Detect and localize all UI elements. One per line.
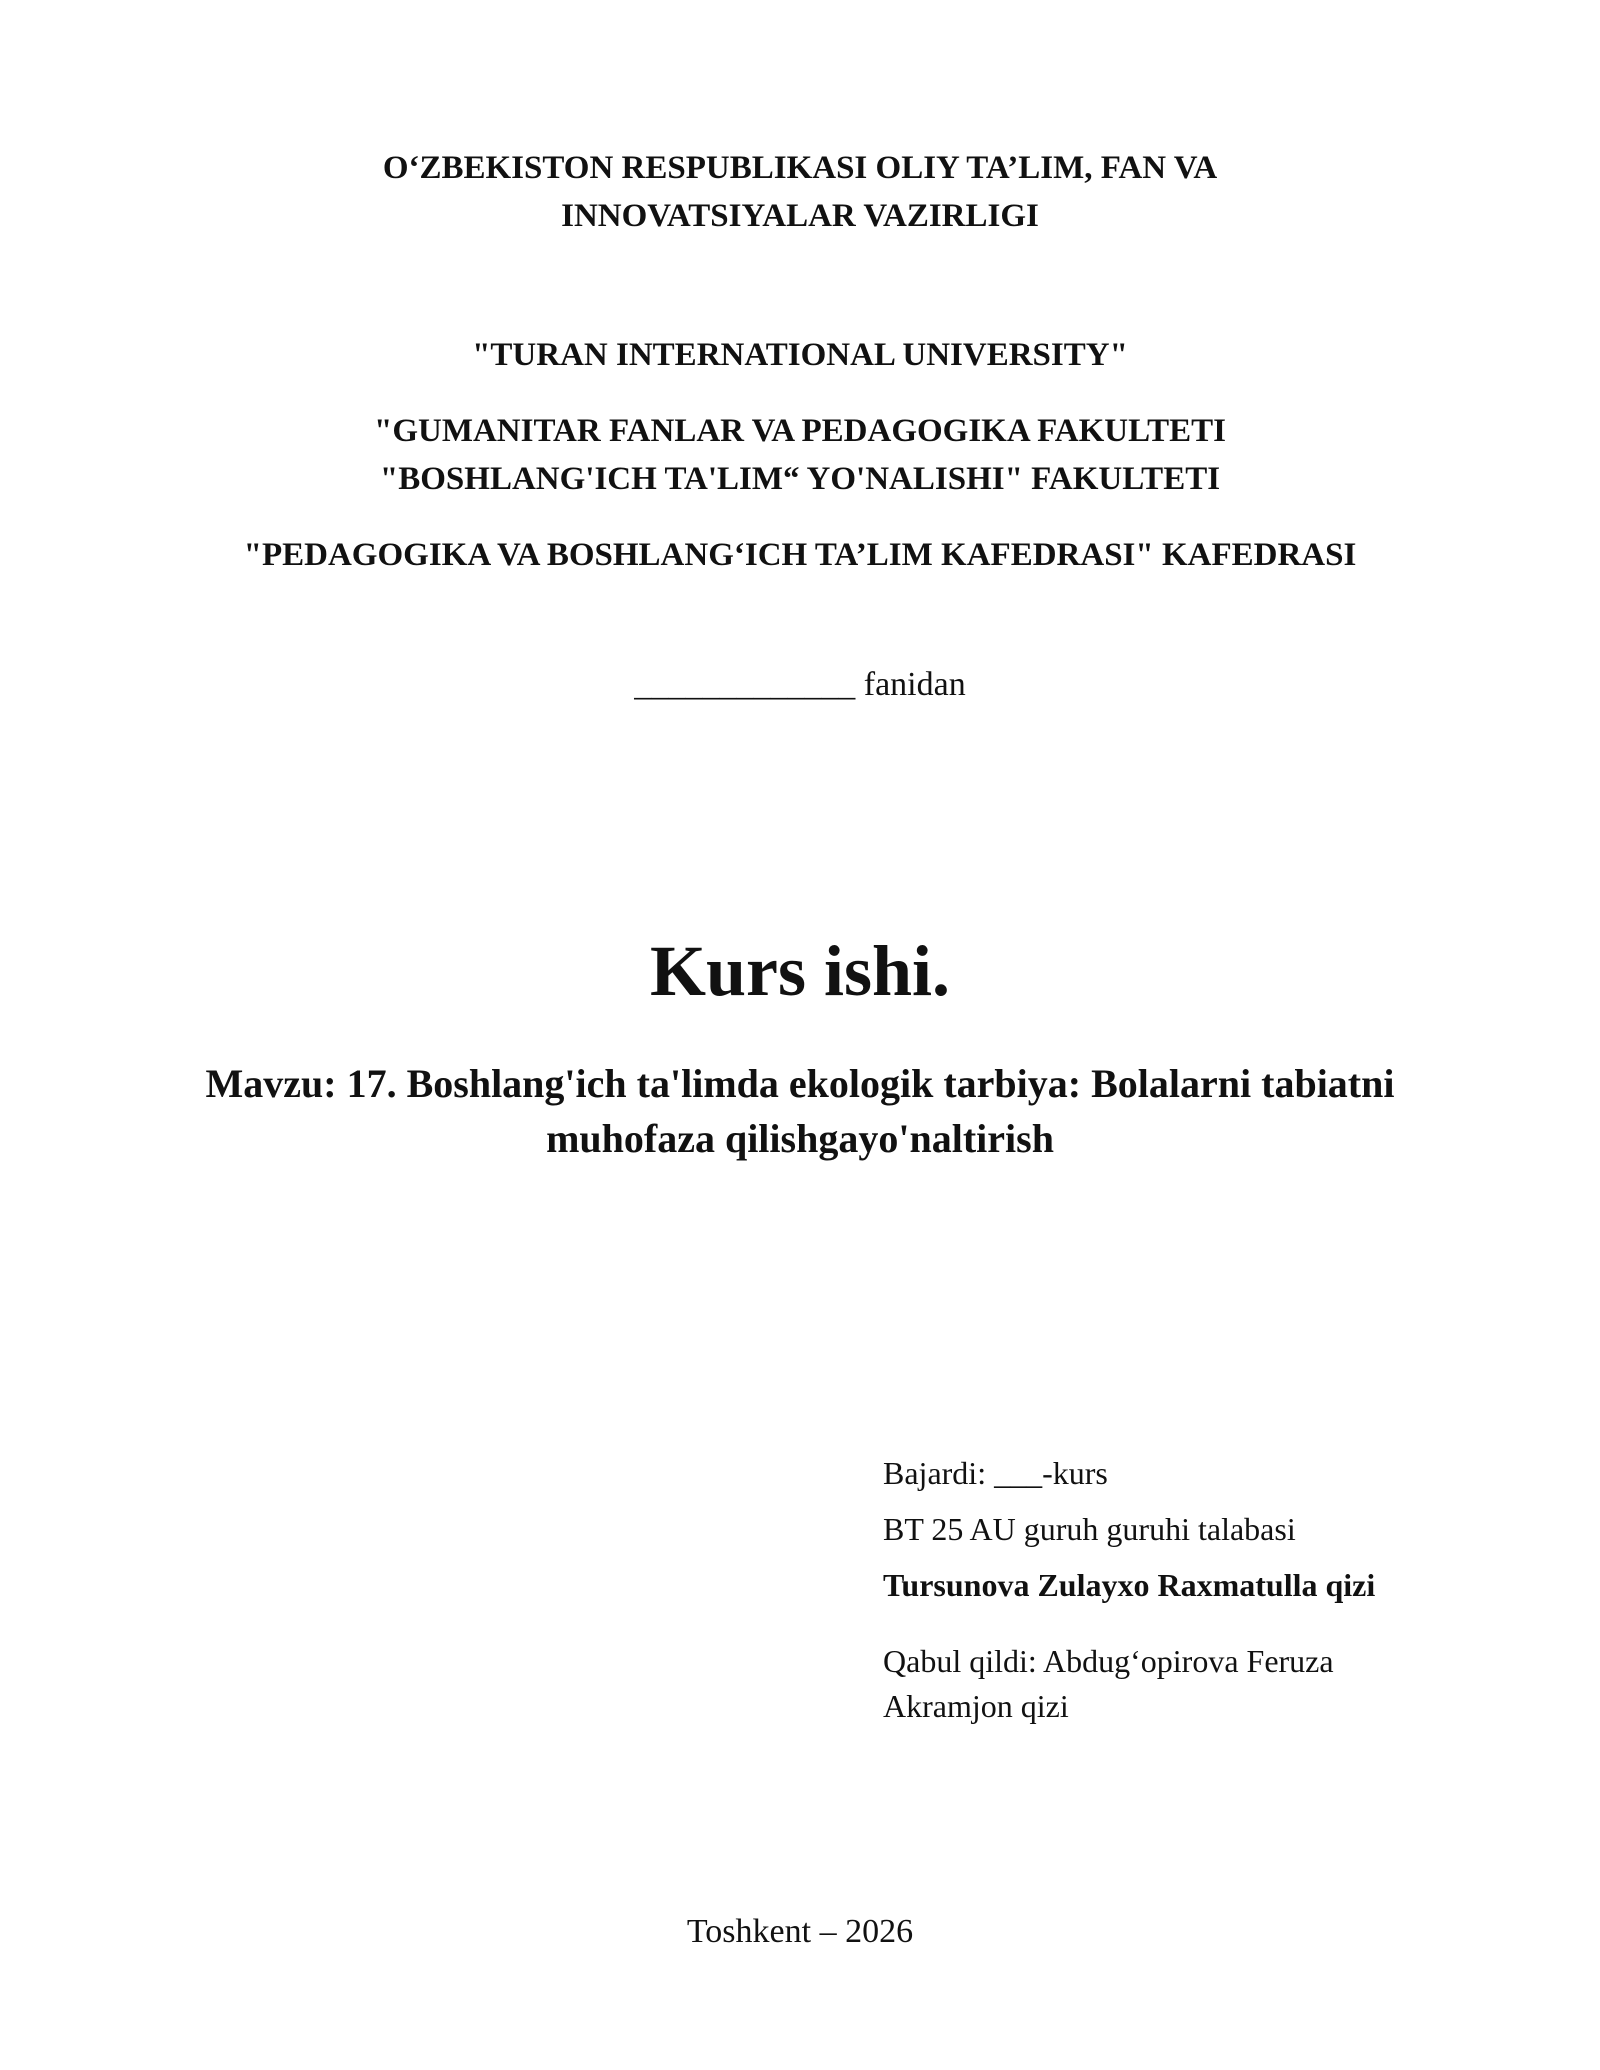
accepted-by-line-1: Qabul qildi: Abdug‘opirova Feruza [883, 1643, 1334, 1679]
topic-line-1: Mavzu: 17. Boshlang'ich ta'limda ekologik tarbiya: Bolalarni tabiatni [205, 1061, 1395, 1106]
topic-line-2: muhofaza qilishgayo'naltirish [546, 1116, 1054, 1161]
student-group: BT 25 AU guruh guruhi talabasi [883, 1511, 1296, 1547]
performed-by-label: Bajardi: ___-kurs [883, 1455, 1108, 1491]
ministry-line-1: O‘ZBEKISTON RESPUBLIKASI OLIY TA’LIM, FAN VA [382, 150, 1218, 186]
subject-line: _____________ fanidan [634, 666, 966, 703]
faculty-line-2: "BOSHLANG'ICH TA'LIM“ YO'NALISHI" FAKULTETI [379, 461, 1221, 497]
ministry-line-2: INNOVATSIYALAR VAZIRLIGI [561, 198, 1039, 234]
university-name: "TURAN INTERNATIONAL UNIVERSITY" [472, 337, 1128, 373]
faculty-line-1: "GUMANITAR FANLAR VA PEDAGOGIKA FAKULTETI [374, 413, 1226, 449]
department-name: "PEDAGOGIKA VA BOSHLANG‘ICH TA’LIM KAFEDRASI" KAFEDRASI [243, 537, 1357, 573]
document-title: Kurs ishi. [649, 931, 951, 1011]
accepted-by-line-2: Akramjon qizi [883, 1688, 1069, 1724]
student-name: Tursunova Zulayxo Raxmatulla qizi [883, 1567, 1376, 1603]
city-year: Toshkent – 2026 [686, 1913, 914, 1950]
